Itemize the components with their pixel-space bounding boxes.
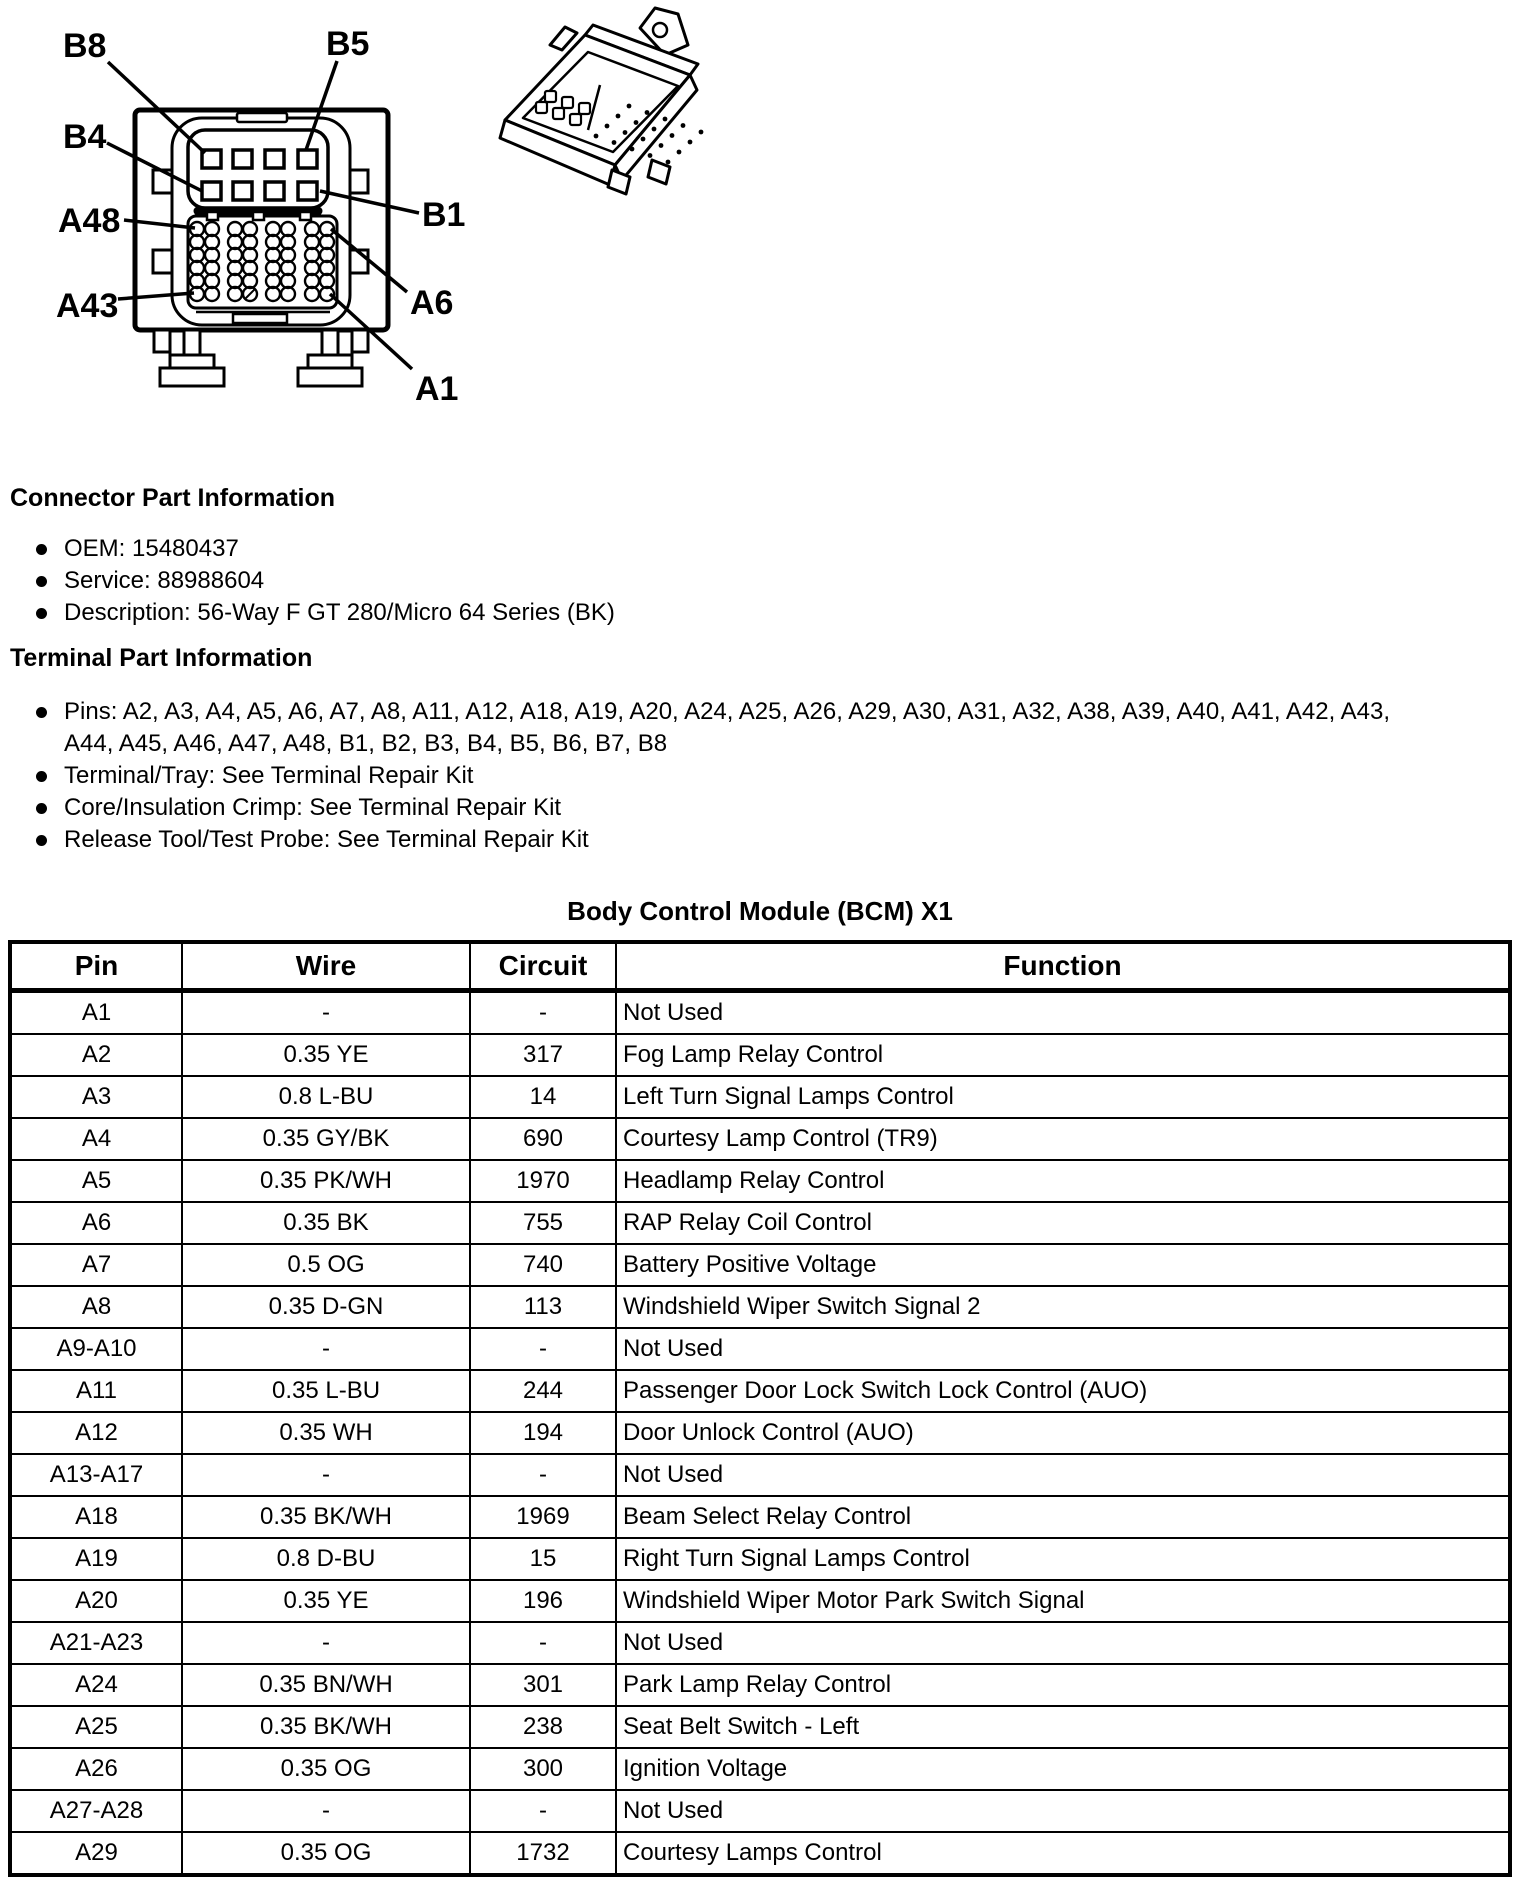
- table-cell-circuit: 113: [470, 1286, 616, 1328]
- table-cell-pin: A6: [10, 1202, 182, 1244]
- bullet-item: [36, 696, 1390, 760]
- table-cell-wire: 0.35 GY/BK: [182, 1118, 470, 1160]
- table-cell-pin: A13-A17: [10, 1454, 182, 1496]
- table-cell-wire: 0.35 PK/WH: [182, 1160, 470, 1202]
- column-header-wire: Wire: [182, 942, 470, 991]
- bullet-icon: [36, 835, 47, 846]
- table-cell-wire: 0.8 L-BU: [182, 1076, 470, 1118]
- table-cell-pin: A1: [10, 991, 182, 1035]
- table-row: [10, 1496, 1510, 1538]
- table-row: [10, 1286, 1510, 1328]
- table-row: [10, 1370, 1510, 1412]
- bullet-icon: [36, 803, 47, 814]
- table-row: [10, 1790, 1510, 1832]
- pin-label-b5: B5: [326, 25, 370, 63]
- bullet-text: Core/Insulation Crimp: See Terminal Repair Kit: [64, 794, 562, 821]
- table-cell-function: Ignition Voltage: [616, 1748, 1510, 1790]
- bullet-icon: [36, 576, 47, 587]
- table-cell-pin: A20: [10, 1580, 182, 1622]
- table-cell-pin: A8: [10, 1286, 182, 1328]
- table-cell-wire: 0.5 OG: [182, 1244, 470, 1286]
- table-cell-circuit: 194: [470, 1412, 616, 1454]
- table-cell-wire: 0.35 YE: [182, 1580, 470, 1622]
- table-cell-wire: 0.35 BN/WH: [182, 1664, 470, 1706]
- table-cell-circuit: 301: [470, 1664, 616, 1706]
- table-cell-circuit: 14: [470, 1076, 616, 1118]
- table-cell-circuit: 1732: [470, 1832, 616, 1875]
- bullet-item: [36, 824, 1390, 856]
- column-header-pin: Pin: [10, 942, 182, 991]
- table-cell-function: Not Used: [616, 991, 1510, 1035]
- table-cell-wire: 0.35 D-GN: [182, 1286, 470, 1328]
- table-cell-circuit: 196: [470, 1580, 616, 1622]
- table-cell-wire: 0.35 YE: [182, 1034, 470, 1076]
- table-cell-function: Park Lamp Relay Control: [616, 1664, 1510, 1706]
- table-cell-pin: A29: [10, 1832, 182, 1875]
- table-cell-circuit: -: [470, 1790, 616, 1832]
- table-cell-function: Courtesy Lamp Control (TR9): [616, 1118, 1510, 1160]
- table-cell-function: Not Used: [616, 1454, 1510, 1496]
- table-cell-pin: A21-A23: [10, 1622, 182, 1664]
- table-cell-function: Right Turn Signal Lamps Control: [616, 1538, 1510, 1580]
- table-cell-circuit: -: [470, 1622, 616, 1664]
- table-cell-circuit: -: [470, 1454, 616, 1496]
- table-row: [10, 1454, 1510, 1496]
- table-cell-circuit: 15: [470, 1538, 616, 1580]
- table-cell-pin: A4: [10, 1118, 182, 1160]
- table-cell-pin: A24: [10, 1664, 182, 1706]
- pin-label-a6: A6: [410, 284, 454, 322]
- table-cell-function: Courtesy Lamps Control: [616, 1832, 1510, 1875]
- table-cell-wire: -: [182, 1454, 470, 1496]
- bullet-text: Terminal/Tray: See Terminal Repair Kit: [64, 762, 474, 789]
- pins-line-2: A44, A45, A46, A47, A48, B1, B2, B3, B4, B5, B6, B7, B8: [64, 730, 668, 757]
- table-cell-function: Not Used: [616, 1790, 1510, 1832]
- terminal-part-information-list: [36, 696, 1390, 856]
- bullet-item: [36, 760, 1390, 792]
- table-cell-circuit: 755: [470, 1202, 616, 1244]
- bullet-icon: [36, 771, 47, 782]
- table-cell-wire: 0.35 BK: [182, 1202, 470, 1244]
- table-row: [10, 1328, 1510, 1370]
- table-row: [10, 1832, 1510, 1875]
- table-row: [10, 1664, 1510, 1706]
- table-cell-wire: -: [182, 1790, 470, 1832]
- table-cell-function: Seat Belt Switch - Left: [616, 1706, 1510, 1748]
- bullet-icon: [36, 544, 47, 555]
- table-row: [10, 1160, 1510, 1202]
- b-terminal-cavities: [202, 150, 317, 200]
- bullet-item: [36, 597, 615, 629]
- table-row: [10, 1412, 1510, 1454]
- a-terminal-cavities: [190, 222, 334, 301]
- table-row: [10, 1580, 1510, 1622]
- table-header-row: [10, 942, 1510, 991]
- table-cell-pin: A27-A28: [10, 1790, 182, 1832]
- table-cell-wire: 0.35 BK/WH: [182, 1496, 470, 1538]
- connector-front-view: [107, 61, 419, 386]
- connector-3d-view: [500, 8, 703, 194]
- table-row: [10, 1076, 1510, 1118]
- table-row: [10, 1748, 1510, 1790]
- table-cell-pin: A12: [10, 1412, 182, 1454]
- pin-label-b4: B4: [63, 118, 107, 156]
- table-cell-pin: A19: [10, 1538, 182, 1580]
- table-row: [10, 1622, 1510, 1664]
- table-cell-pin: A7: [10, 1244, 182, 1286]
- table-row: [10, 1244, 1510, 1286]
- connector-part-information-heading: Connector Part Information: [10, 484, 336, 512]
- table-cell-wire: 0.35 OG: [182, 1832, 470, 1875]
- bullet-icon: [36, 707, 47, 718]
- bullet-item: [36, 792, 1390, 824]
- table-title: Body Control Module (BCM) X1: [567, 896, 953, 926]
- table-cell-circuit: 317: [470, 1034, 616, 1076]
- table-cell-circuit: 238: [470, 1706, 616, 1748]
- table-cell-circuit: 244: [470, 1370, 616, 1412]
- table-cell-wire: -: [182, 1622, 470, 1664]
- table-cell-wire: 0.35 OG: [182, 1748, 470, 1790]
- table-row: [10, 1538, 1510, 1580]
- table-cell-function: RAP Relay Coil Control: [616, 1202, 1510, 1244]
- table-row: [10, 1118, 1510, 1160]
- pin-label-a1: A1: [415, 370, 459, 408]
- table-row: [10, 991, 1510, 1035]
- table-cell-function: Not Used: [616, 1622, 1510, 1664]
- bullet-item: [36, 565, 615, 597]
- table-row: [10, 1202, 1510, 1244]
- table-cell-pin: A3: [10, 1076, 182, 1118]
- table-cell-pin: A5: [10, 1160, 182, 1202]
- table-cell-function: Passenger Door Lock Switch Lock Control (AUO): [616, 1370, 1510, 1412]
- bullet-text: Service: 88988604: [64, 567, 265, 594]
- table-cell-pin: A2: [10, 1034, 182, 1076]
- column-header-function: Function: [616, 942, 1510, 991]
- table-cell-function: Beam Select Relay Control: [616, 1496, 1510, 1538]
- column-header-circuit: Circuit: [470, 942, 616, 991]
- table-cell-function: Door Unlock Control (AUO): [616, 1412, 1510, 1454]
- table-cell-circuit: 300: [470, 1748, 616, 1790]
- table-cell-wire: 0.35 BK/WH: [182, 1706, 470, 1748]
- pin-label-b8: B8: [63, 27, 107, 65]
- terminal-part-information-heading: Terminal Part Information: [10, 644, 313, 672]
- table-cell-circuit: 1970: [470, 1160, 616, 1202]
- table-cell-wire: -: [182, 991, 470, 1035]
- table-cell-function: Battery Positive Voltage: [616, 1244, 1510, 1286]
- table-cell-function: Left Turn Signal Lamps Control: [616, 1076, 1510, 1118]
- mounting-feet: [154, 330, 368, 386]
- table-cell-circuit: 1969: [470, 1496, 616, 1538]
- pin-label-a48: A48: [58, 202, 121, 240]
- table-cell-wire: 0.8 D-BU: [182, 1538, 470, 1580]
- pinout-table: [8, 940, 1512, 1877]
- bullet-text: Release Tool/Test Probe: See Terminal Repair Kit: [64, 826, 589, 853]
- bullet-text: Description: 56-Way F GT 280/Micro 64 Series (BK): [64, 599, 615, 626]
- pins-line-1: Pins: A2, A3, A4, A5, A6, A7, A8, A11, A12, A18, A19, A20, A24, A25, A26, A29, A30, A31, A32, A38, A39, A40, A41, A42, A43,: [64, 698, 1391, 725]
- table-cell-function: Windshield Wiper Switch Signal 2: [616, 1286, 1510, 1328]
- table-cell-circuit: -: [470, 1328, 616, 1370]
- table-cell-pin: A11: [10, 1370, 182, 1412]
- table-cell-wire: 0.35 WH: [182, 1412, 470, 1454]
- table-cell-pin: A25: [10, 1706, 182, 1748]
- table-cell-circuit: -: [470, 991, 616, 1035]
- pin-label-b1: B1: [422, 196, 466, 234]
- table-cell-pin: A9-A10: [10, 1328, 182, 1370]
- table-cell-circuit: 740: [470, 1244, 616, 1286]
- table-cell-pin: A18: [10, 1496, 182, 1538]
- table-row: [10, 1034, 1510, 1076]
- table-cell-wire: -: [182, 1328, 470, 1370]
- table-cell-circuit: 690: [470, 1118, 616, 1160]
- table-row: [10, 1706, 1510, 1748]
- connector-part-information-list: [36, 533, 615, 629]
- connector-diagram: [0, 0, 1520, 412]
- bullet-text: OEM: 15480437: [64, 535, 239, 562]
- bullet-icon: [36, 608, 47, 619]
- table-cell-function: Headlamp Relay Control: [616, 1160, 1510, 1202]
- table-cell-function: Fog Lamp Relay Control: [616, 1034, 1510, 1076]
- table-cell-pin: A26: [10, 1748, 182, 1790]
- table-cell-function: Windshield Wiper Motor Park Switch Signal: [616, 1580, 1510, 1622]
- pins-text: [64, 696, 1390, 760]
- table-cell-wire: 0.35 L-BU: [182, 1370, 470, 1412]
- table-cell-function: Not Used: [616, 1328, 1510, 1370]
- pin-label-a43: A43: [56, 287, 119, 325]
- bullet-item: [36, 533, 615, 565]
